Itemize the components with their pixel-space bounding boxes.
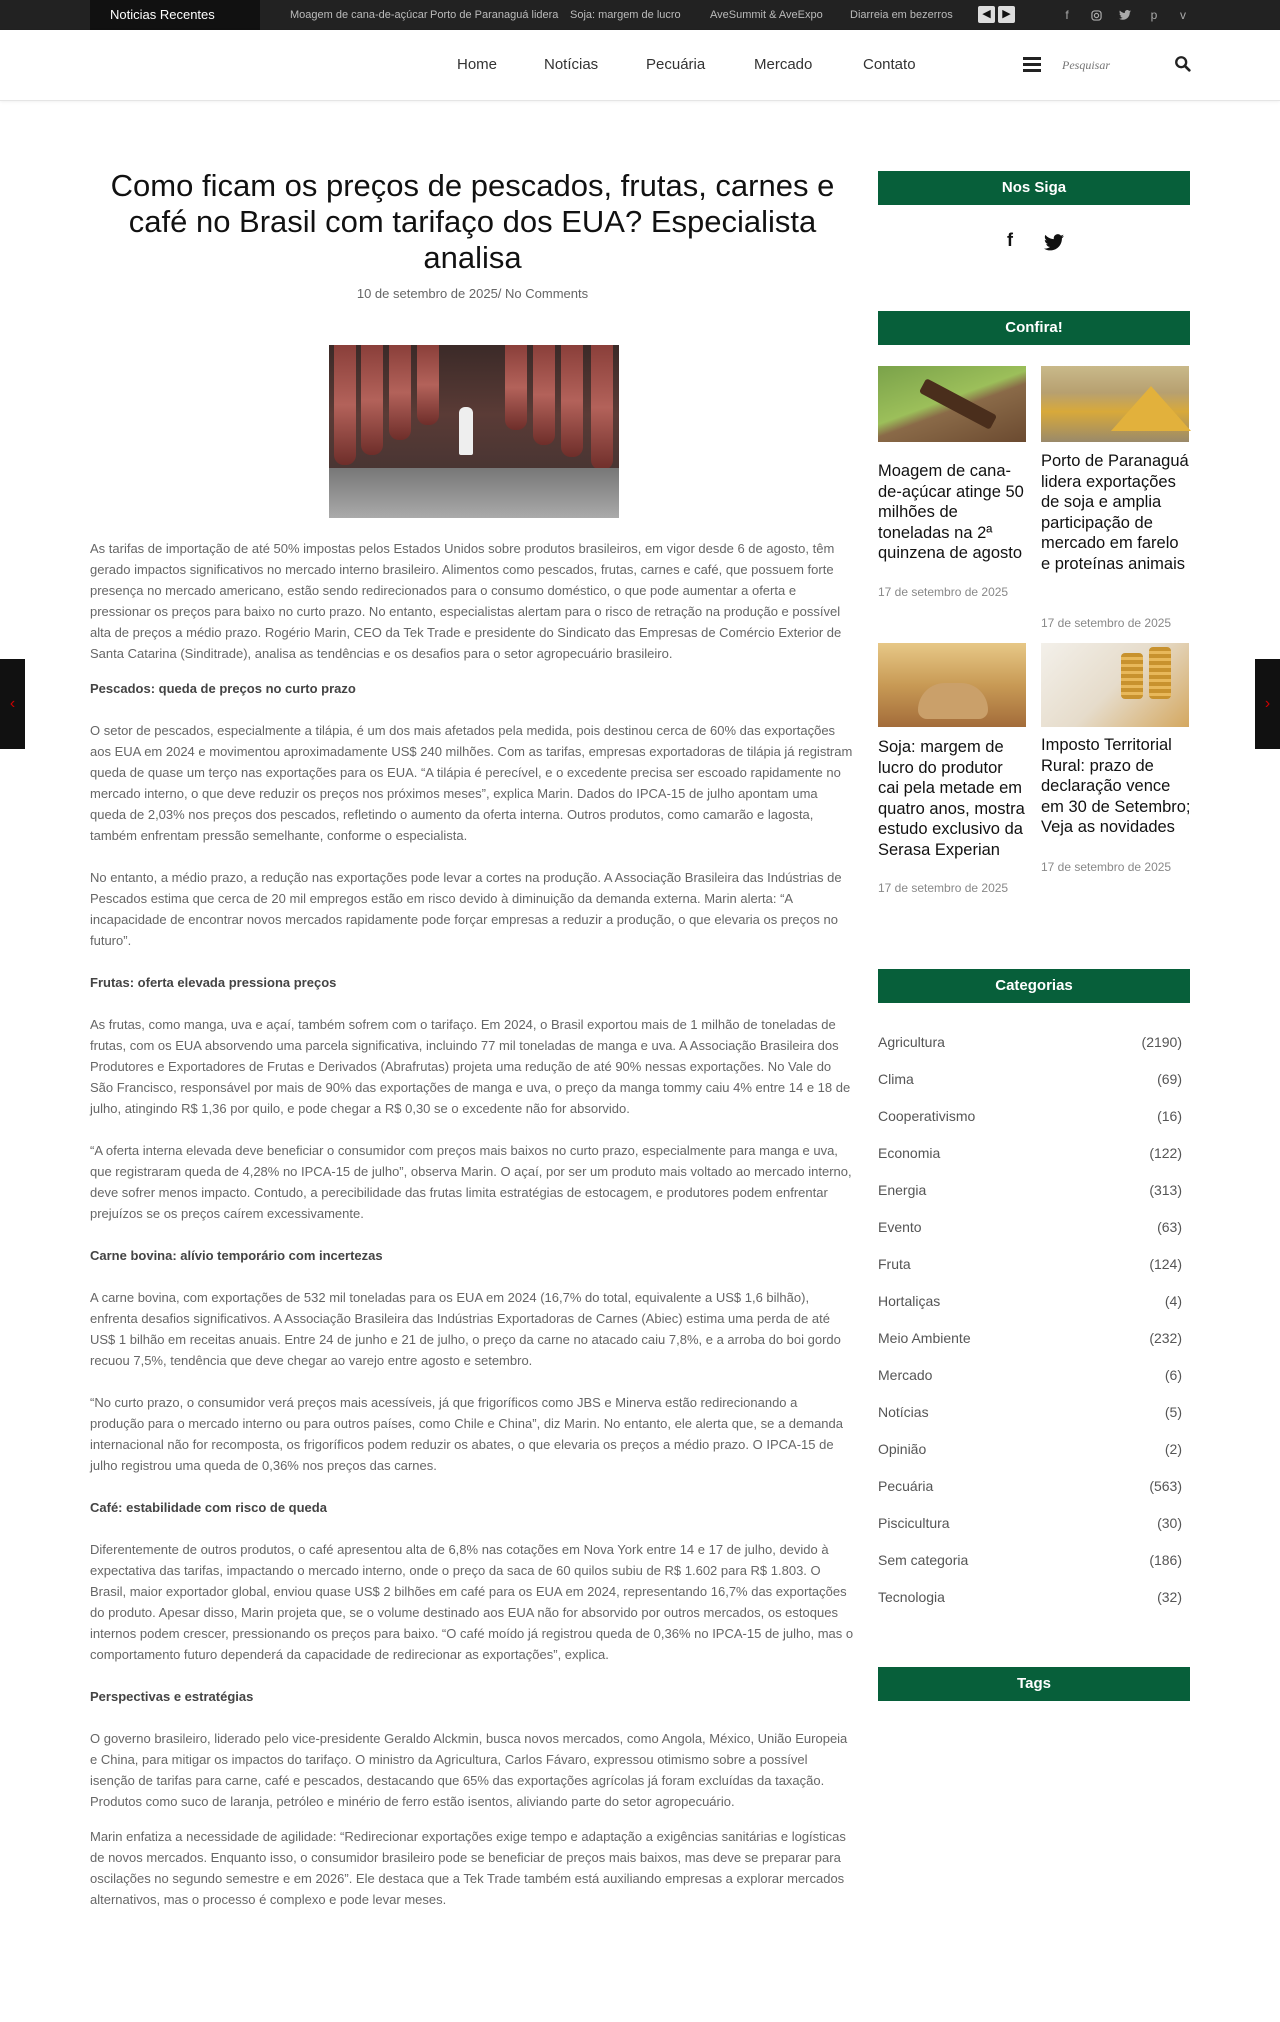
vimeo-icon[interactable]: v — [1180, 8, 1186, 22]
category-name[interactable]: Pecuária — [878, 1478, 934, 1494]
post-thumbnail[interactable] — [878, 643, 1026, 727]
categories-widget-title: Categorias — [878, 969, 1190, 1003]
category-item[interactable] — [878, 1367, 1182, 1387]
section-heading: Café: estabilidade com risco de queda — [90, 1500, 327, 1515]
section-heading: Frutas: oferta elevada pressiona preços — [90, 975, 337, 990]
top-bar — [0, 0, 1280, 30]
category-item[interactable] — [878, 1108, 1182, 1128]
category-name[interactable]: Hortaliças — [878, 1293, 941, 1309]
category-name[interactable]: Opinião — [878, 1441, 927, 1457]
article-paragraph: “A oferta interna elevada deve beneficiar o consumidor com preços mais baixos no curto prazo, especialmente para manga e uva, que registraram queda de 4,28% no IPCA-15 de julho”, observa Marin. O açaí, por ser um produto mais voltado ao mercado interno, deve sofrer menos impacto. Contudo, a perecibilidade das frutas limita estratégias de estocagem, e produtores podem enfrentar prejuízos se os preços caírem excessivamente. — [90, 1143, 852, 1221]
section-heading: Perspectivas e estratégias — [90, 1689, 254, 1704]
section-heading: Carne bovina: alívio temporário com incertezas — [90, 1248, 383, 1263]
facebook-icon[interactable]: f — [1007, 230, 1013, 250]
post-thumbnail[interactable] — [878, 366, 1026, 442]
category-name[interactable]: Clima — [878, 1071, 914, 1087]
ticker-item[interactable]: Diarreia em bezerros — [850, 9, 953, 21]
category-count: (16) — [1157, 1108, 1182, 1124]
category-name[interactable]: Meio Ambiente — [878, 1330, 971, 1346]
menu-icon[interactable] — [1023, 57, 1041, 73]
twitter-icon[interactable] — [1044, 234, 1064, 251]
ticker-item[interactable]: AveSummit & AveExpo — [710, 9, 823, 21]
tags-widget-title: Tags — [878, 1667, 1190, 1701]
article-body — [90, 538, 855, 1931]
post-date: 17 de setembro de 2025 — [878, 881, 1009, 895]
nav-contato[interactable]: Contato — [863, 56, 916, 73]
nav-mercado[interactable]: Mercado — [754, 56, 813, 73]
category-item[interactable] — [878, 1071, 1182, 1091]
category-count: (6) — [1164, 1367, 1182, 1383]
instagram-icon[interactable] — [1086, 0, 1106, 30]
article-paragraph: O setor de pescados, especialmente a tilápia, é um dos mais afetados pela medida, pois destinou cerca de 60% das exportações aos EUA em 2024 e movimentou aproximadamente US$ 240 milhões. Com as tarifas, empresas exportadoras de tilápia já registram queda de quase um terço nas exportações para os EUA. “A tilápia é perecível, e o excedente precisa ser escoado rapidamente no mercado interno, o que deve reduzir os preços nos próximos meses”, explica Marin. Dados do IPCA-15 de julho apontam uma queda de 2,03% nos preços dos pescados, refletindo o aumento da oferta interna. Outros produtos, como camarão e lagosta, também enfrentam pressão semelhante, conforme o especialista. — [90, 723, 853, 843]
nav-pecuaria[interactable]: Pecuária — [646, 56, 706, 73]
category-count: (30) — [1157, 1515, 1182, 1531]
category-count: (186) — [1149, 1552, 1182, 1568]
post-thumbnail[interactable] — [1041, 366, 1189, 442]
category-item[interactable] — [878, 1441, 1182, 1461]
category-item[interactable] — [878, 1589, 1182, 1609]
article-paragraph: A carne bovina, com exportações de 532 mil toneladas para os EUA em 2024 (16,7% do total, equivalente a US$ 1,6 bilhão), enfrenta desafios significativos. A Associação Brasileira das Indústrias Exportadoras de Carnes (Abiec) estima uma perda de até US$ 1 bilhão em receitas anuais. Entre 24 de junho e 21 de julho, o preço da carne no atacado caiu 7,8%, e a arroba do boi gordo recuou 7,5%, tendência que deve chegar ao varejo entre agosto e setembro. — [90, 1290, 841, 1368]
category-name[interactable]: Evento — [878, 1219, 922, 1235]
category-name[interactable]: Fruta — [878, 1256, 911, 1272]
post-date: 17 de setembro de 2025 — [1041, 860, 1172, 874]
post-title[interactable]: Porto de Paranaguá lidera exportações de soja e amplia participação de mercado em farelo e proteínas animais — [1041, 452, 1189, 573]
category-item[interactable] — [878, 1552, 1182, 1572]
category-name[interactable]: Sem categoria — [878, 1552, 969, 1568]
article-paragraph: As frutas, como manga, uva e açaí, também sofrem com o tarifaço. Em 2024, o Brasil exportou mais de 1 milhão de toneladas de frutas, com os EUA absorvendo uma parcela significativa, incluindo 77 mil toneladas de manga e uva. A Associação Brasileira dos Produtores e Exportadores de Frutas e Derivados (Abrafrutas) projeta uma redução de até 90% nessas exportações. No Vale do São Francisco, responsável por mais de 90% das exportações de manga e uva, o preço da manga tommy caiu 4% entre 14 e 18 de julho, atingindo R$ 1,36 por quilo, e pode chegar a R$ 0,30 se o excedente não for absorvido. — [90, 1017, 851, 1116]
category-name[interactable]: Notícias — [878, 1404, 929, 1420]
nav-home[interactable]: Home — [457, 56, 498, 73]
category-item[interactable] — [878, 1515, 1182, 1535]
article-paragraph: Diferentemente de outros produtos, o café apresentou alta de 6,8% nas cotações em Nova York entre 14 e 17 de julho, devido à expectativa das tarifas, impactando o mercado interno, onde o preço da saca de 60 quilos subiu de R$ 1.602 para R$ 1.803. O Brasil, maior exportador global, enviou quase US$ 2 bilhões em café para os EUA em 2024, representando 16,7% das exportações do produto. Apesar disso, Marin projeta que, se o volume destinado aos EUA não for absorvido por outros mercados, os estoques internos podem crescer, pressionando os preços para baixo. “O café moído já registrou queda de 0,36% no IPCA-15 de julho, mas o comportamento futuro dependerá da capacidade de redirecionar as exportações”, explica. — [90, 1542, 854, 1662]
article-image — [329, 345, 619, 518]
post-title[interactable]: Moagem de cana-de-açúcar atinge 50 milhões de toneladas na 2ª quinzena de agosto — [878, 462, 1024, 562]
category-item[interactable] — [878, 1034, 1182, 1054]
search-input[interactable] — [1060, 52, 1164, 78]
nav-noticias[interactable]: Notícias — [544, 56, 599, 73]
ticker-item[interactable]: Soja: margem de lucro — [570, 9, 681, 21]
category-item[interactable] — [878, 1182, 1182, 1202]
category-item[interactable] — [878, 1256, 1182, 1276]
category-count: (5) — [1164, 1404, 1182, 1420]
section-heading: Pescados: queda de preços no curto prazo — [90, 681, 356, 696]
prev-post-arrow[interactable]: ‹ — [0, 659, 25, 749]
post-date: 17 de setembro de 2025 — [1041, 616, 1172, 630]
category-count: (32) — [1157, 1589, 1182, 1605]
article-paragraph: O governo brasileiro, liderado pelo vice-presidente Geraldo Alckmin, busca novos mercados, como Angola, México, União Europeia e China, para mitigar os impactos do tarifaço. O ministro da Agricultura, Carlos Fávaro, expressou otimismo sobre a possível isenção de tarifas para carne, café e pescados, destacando que 65% das exportações agrícolas já foram excluídas da taxação. Produtos como suco de laranja, petróleo e minério de ferro estão isentos, aliviando parte do setor agropecuário. — [90, 1731, 848, 1809]
category-count: (313) — [1149, 1182, 1182, 1198]
comments-link[interactable]: No Comments — [505, 286, 589, 301]
category-name[interactable]: Mercado — [878, 1367, 933, 1383]
article-date: 10 de setembro de 2025/ — [356, 286, 502, 301]
category-name[interactable]: Tecnologia — [878, 1589, 945, 1605]
category-name[interactable]: Energia — [878, 1182, 927, 1198]
category-count: (69) — [1157, 1071, 1182, 1087]
ticker-item[interactable]: Porto de Paranaguá lidera — [430, 9, 559, 21]
category-item[interactable] — [878, 1478, 1182, 1498]
post-thumbnail[interactable] — [1041, 643, 1189, 727]
follow-widget-title: Nos Siga — [878, 171, 1190, 205]
site-header — [0, 30, 1280, 101]
category-count: (124) — [1149, 1256, 1182, 1272]
next-post-arrow[interactable]: › — [1255, 659, 1280, 749]
category-item[interactable] — [878, 1404, 1182, 1424]
category-item[interactable] — [878, 1145, 1182, 1165]
article-paragraph: No entanto, a médio prazo, a redução nas exportações pode levar a cortes na produção. A Associação Brasileira das Indústrias de Pescados estima que cerca de 20 mil empregos estão em risco devido à diminuição da demanda externa. Marin alerta: “A incapacidade de encontrar novos mercados rapidamente pode forçar empresas a reduzir a produção, o que elevaria os preços no futuro”. — [90, 870, 842, 948]
category-item[interactable] — [878, 1293, 1182, 1313]
pinterest-icon[interactable]: p — [1150, 8, 1158, 22]
category-item[interactable] — [878, 1219, 1182, 1239]
recent-news-label: Noticias Recentes — [90, 0, 260, 30]
category-name[interactable]: Piscicultura — [878, 1515, 950, 1531]
category-item[interactable] — [878, 1330, 1182, 1350]
category-count: (63) — [1157, 1219, 1182, 1235]
category-count: (563) — [1149, 1478, 1182, 1494]
article-paragraph: As tarifas de importação de até 50% impostas pelos Estados Unidos sobre produtos brasileiros, em vigor desde 6 de agosto, têm gerado impactos significativos no mercado interno brasileiro. Alimentos como pescados, frutas, carnes e café, que possuem forte presença no mercado americano, estão sendo redirecionados para o consumo doméstico, o que pode aumentar a oferta e pressionar os preços para baixo no curto prazo. No entanto, especialistas alertam para o risco de retração na produção e possível alta de preços a médio prazo. Rogério Marin, CEO da Tek Trade e presidente do Sindicato das Empresas de Comércio Exterior de Santa Catarina (Sinditrade), analisa as tendências e os desafios para o setor agropecuário brasileiro. — [90, 541, 842, 661]
search-icon[interactable] — [1174, 55, 1192, 73]
article-meta — [90, 286, 855, 301]
post-date: 17 de setembro de 2025 — [878, 585, 1009, 599]
article-paragraph: “No curto prazo, o consumidor verá preços mais acessíveis, já que frigoríficos como JBS e Minerva estão redirecionando a produção para o mercado interno ou para outros países, como Chile e China”, diz Marin. No entanto, ele alerta que, se a demanda internacional não for recomposta, os frigoríficos podem reduzir os abates, o que elevaria os preços a médio prazo. O IPCA-15 de julho registrou uma queda de 0,36% nos preços das carnes. — [90, 1395, 843, 1473]
post-title[interactable]: Imposto Territorial Rural: prazo de declaração vence em 30 de Setembro; Veja as novidades — [1041, 736, 1191, 836]
category-count: (232) — [1149, 1330, 1182, 1346]
category-name[interactable]: Agricultura — [878, 1034, 945, 1050]
news-ticker — [290, 0, 953, 30]
post-title[interactable]: Soja: margem de lucro do produtor cai pela metade em quatro anos, mostra estudo exclusivo da Serasa Experian — [878, 738, 1025, 859]
twitter-icon[interactable] — [1115, 0, 1135, 30]
article-paragraph: Marin enfatiza a necessidade de agilidade: “Redirecionar exportações exige tempo e adaptação a exigências sanitárias e logísticas de novos mercados. Enquanto isso, o consumidor brasileiro pode se beneficiar de preços mais baixos, mas deve se preparar para oscilações no segundo semestre e em 2026”. Ele destaca que a Tek Trade também está auxiliando empresas a explorar mercados alternativos, mas o processo é complexo e pode levar meses. — [90, 1829, 846, 1907]
category-name[interactable]: Economia — [878, 1145, 941, 1161]
ticker-item[interactable]: Moagem de cana-de-açúcar — [290, 9, 428, 21]
article-title: Como ficam os preços de pescados, frutas, carnes e café no Brasil com tarifaço dos EUA? Especialista analisa — [110, 168, 835, 275]
facebook-icon[interactable]: f — [1065, 8, 1069, 22]
category-name[interactable]: Cooperativismo — [878, 1108, 976, 1124]
chevron-right-icon[interactable]: ▶ — [998, 6, 1015, 23]
category-count: (2190) — [1141, 1034, 1182, 1050]
chevron-left-icon[interactable]: ◀ — [978, 6, 995, 23]
category-count: (4) — [1164, 1293, 1182, 1309]
category-count: (2) — [1164, 1441, 1182, 1457]
category-count: (122) — [1149, 1145, 1182, 1161]
confira-widget-title: Confira! — [878, 311, 1190, 345]
